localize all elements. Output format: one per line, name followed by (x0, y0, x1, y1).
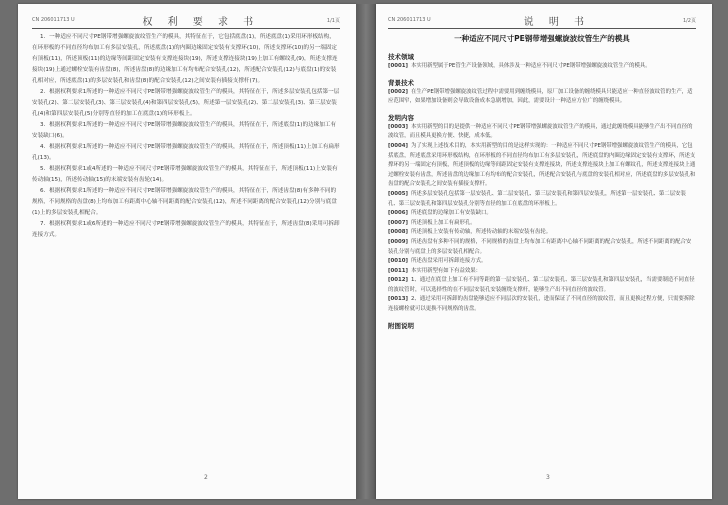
claim-5: 5．根据权利要求1或4所述的一种适应不同尺寸PE钢带增强螺旋波纹管生产的模具，其特征在于，所述顶板(11)上安装有传动轴(15)，所述传动轴(15)的末端安装有齿轮(14)。 (32, 166, 338, 183)
paragraph (388, 295, 696, 314)
paragraph-text: 本实用新型属于PE管生产设备领域，具体涉及一种适应不同尺寸PE钢带增强螺旋波纹管生产的模具。 (410, 63, 651, 69)
paragraph-number: [0005] (388, 190, 408, 197)
paragraph (388, 209, 696, 219)
paragraph-text: 所述齿盘采用可拆卸连接方式。 (410, 258, 487, 265)
paragraph (388, 238, 696, 257)
paragraph-number: [0009] (388, 238, 408, 245)
header-rule (388, 28, 696, 29)
paragraph (388, 276, 696, 295)
section-heading: 背景技术 (388, 78, 414, 87)
paragraph-number: [0011] (388, 267, 408, 274)
claims-page (18, 4, 356, 499)
claims-list (32, 32, 340, 241)
paragraph-number: [0007] (388, 219, 408, 226)
paragraph (388, 267, 696, 277)
paragraph-number: [0012] (388, 277, 408, 284)
claim-3: 3．根据权利要求1所述的一种适应不同尺寸PE钢带增强螺旋波纹管生产的模具，其特征在于，所述底盘(1)的边缘加工有安装缺口(6)。 (32, 122, 337, 139)
page-title: 权 利 要 求 书 (142, 16, 260, 28)
paragraph (388, 219, 696, 229)
page-header (32, 14, 340, 26)
section-heading: 发明内容 (388, 113, 414, 122)
section-heading: 技术领域 (388, 53, 414, 61)
paragraph (388, 123, 696, 142)
paragraph-number: [0008] (388, 229, 408, 236)
page-ref: 1/2页 (682, 17, 696, 24)
paragraph-number: [0006] (388, 210, 408, 217)
paragraph-text: 1、通过在底盘上加工有不同等距的第一层安装孔、第二层安装孔、第三层安装孔和第四层安装孔，当需要制造不同直径的波纹管时，可以选择性的在不同层安装孔安装缠绕支撑杆，能够生产出不同直径的波纹管。 (388, 277, 695, 293)
paragraph (388, 257, 696, 267)
paragraph-text: 所述多层安装孔包括第一层安装孔、第二层安装孔、第三层安装孔和第四层安装孔，所述第一层安装孔、第二层安装孔、第三层安装孔和第四层安装孔分别等直径的加工在底盘的环形板上。 (388, 190, 686, 207)
paragraph-text: 所述顶板上安装有传动轴，所述传动轴的末端安装有齿轮。 (410, 229, 552, 236)
claim-1: 1．一种适应不同尺寸PE钢带增强螺旋波纹管生产的模具，其特征在于，它包括底盘(1)，所述底盘(1)采用环形板结构，在环形板的不同直径均布加工有多层安装孔，所述底盘(1)的内圈边缘固定安装有支撑环(10)，所述支撑环(10)的另一端固定有顶板(11)，所述顶板(11)的边缘等间距固定安装有支撑连接块(19)，所述支撑连接块(19)上加工有螺纹孔(9)，所述支撑连接块(19)上通过螺栓安装有齿盘(8)，所述齿盘(8)的边缘加工有均布配合安装孔(12)，所述配合安装孔(12)与底盘(1)的安装孔相对应，所述底盘(1)的多层安装孔和齿盘(8)的配合安装孔(12)之间安装有插接支撑杆(7)。 (32, 34, 338, 84)
page-title: 说 明 书 (523, 16, 590, 28)
page-ref: 1/1页 (326, 17, 340, 24)
description-page (376, 4, 712, 499)
header-rule (32, 28, 340, 29)
paragraph-text: 所述底盘的边缘加工有安装缺口。 (410, 210, 492, 217)
paragraph (388, 228, 696, 238)
paragraph-number: [0013] (388, 296, 408, 303)
paragraph-number: [0004] (388, 142, 408, 149)
paragraph-text: 所述齿盘有多种不同的规格，不同规格的齿盘上均布加工有距离中心轴不同距离的配合安装孔，所述不同距离的配合安装孔分别与底盘上的多层安装孔相配合。 (388, 238, 692, 255)
paragraph-text: 所述顶板上加工有扁形孔。 (410, 219, 476, 226)
paragraph (388, 88, 696, 107)
section-heading: 附图说明 (388, 321, 414, 330)
paragraph-number: [0003] (388, 123, 408, 130)
paragraph-number: [0001] (388, 63, 408, 69)
claim-7: 7．根据权利要求1或6所述的一种适应不同尺寸PE钢带增强螺旋波纹管生产的模具，其特征在于，所述齿盘(8)采用可拆卸连接方式。 (32, 221, 340, 238)
paragraph (388, 142, 696, 190)
paragraph-number: [0010] (388, 258, 408, 265)
description-sections (388, 52, 696, 330)
paragraph-text: 本实用新型有如下有益效果： (410, 267, 482, 274)
patent-number: CN 206011713 U (388, 17, 431, 23)
claim-4: 4．根据权利要求1所述的一种适应不同尺寸PE钢带增强螺旋波纹管生产的模具，其特征在于，所述顶板(11)上加工有扁形孔(13)。 (32, 144, 340, 161)
patent-number: CN 206011713 U (32, 17, 75, 23)
page-number: 3 (546, 474, 550, 481)
paragraph-text: 2、通过采用可拆卸的齿盘能够适应不同层次的安装孔，进而保证了不同直径的波纹管，而且更换过程方便，只需要拆除连接螺栓就可以更换不同规格的齿盘。 (388, 296, 695, 313)
book-spine (356, 4, 376, 499)
claim-2: 2．根据权利要求1所述的一种适应不同尺寸PE钢带增强螺旋波纹管生产的模具，其特征在于，所述多层安装孔包括第一层安装孔(2)、第二层安装孔(3)、第三层安装孔(4)和第四层安装孔(5)，所述第一层安装孔(2)、第二层安装孔(3)、第三层安装孔(4)和第四层安装孔(5)分别等直径的加工在底盘(1)的环形板上。 (32, 89, 340, 117)
paragraph (388, 62, 696, 72)
document-title: 一种适应不同尺寸PE钢带增强螺旋波纹管生产的模具 (454, 34, 630, 43)
page-number: 2 (204, 474, 208, 481)
claim-6: 6．根据权利要求1所述的一种适应不同尺寸PE钢带增强螺旋波纹管生产的模具，其特征在于，所述齿盘(8)有多种不同的规格，不同规格的齿盘(8)上均布加工有距离中心轴不同距离的配合安装孔(12)，所述不同距离的配合安装孔(12)分别与底盘(1)上的多层安装孔相配合。 (32, 188, 337, 216)
page-header (388, 14, 696, 26)
paragraph-text: 本实用新型的目的是提供一种适应不同尺寸PE钢带增强螺旋波纹管生产的模具，通过此缠绕模具能够生产出不同直径的波纹管，而且模具更换方便、快捷，成本低。 (388, 123, 693, 140)
paragraph-text: 在生产PE钢带增强螺旋波纹管过程中需要用到缠绕模具，原厂加工设备的缠绕模具只能适应一种直径波纹管的生产，适应范围窄，如果增加设备则会导致设备成本急剧增加，因此，需要设计一种适应方位广的缠绕模具。 (388, 88, 693, 105)
paragraph-text: 为了实现上述技术目的，本实用新型的目的是这样实现的：一种适应不同尺寸PE钢带增强螺旋波纹管生产的模具，它包括底盘，所述底盘采用环形板结构，在环形板的不同直径均布加工有多层安装孔，所述底盘的内圈边缘固定安装有支撑环，所述支撑环的另一端固定有顶板，所述顶板的边缘等间距固定安装有支撑连接块，所述支撑连接块上加工有螺纹孔，所述支撑连接块上通过螺栓安装有齿盘，所述齿盘的边缘加工有均布的配合安装孔，所述配合安装孔与底盘的安装孔相对应，所述底盘的多层安装孔和齿盘的配合安装孔之间安装有插接支撑杆。 (388, 142, 696, 188)
paragraph (388, 190, 696, 209)
paragraph-number: [0002] (388, 88, 408, 95)
